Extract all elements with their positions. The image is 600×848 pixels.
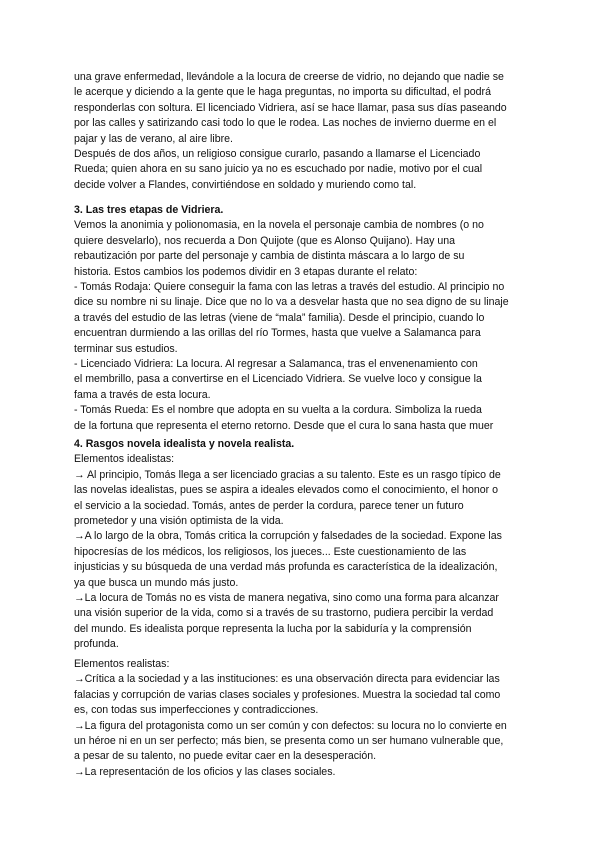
text-line: a pesar de su talento, no puede evitar caer en la desesperación. [74,750,377,763]
text-line: responderlas con soltura. El licenciado Vidriera, así se hace llamar, pasa sus días paseando [74,101,507,114]
intro-paragraph [74,70,544,193]
text-line: →Crítica a la sociedad y a las instituciones: es una observación directa para evidenciar las [74,673,500,686]
text-line: dice su nombre ni su linaje. Dice que no lo va a desvelar hasta que no sea digno de su linaje [74,296,509,309]
text-line: hipocresías de los médicos, los religiosos, los jueces... Este cuestionamiento de las [74,545,467,558]
text-line: Después de dos años, un religioso consigue curarlo, pasando a llamarse el Licenciado [74,148,481,161]
text-line: - Tomás Rodaja: Quiere conseguir la fama con las letras a través del estudio. Al principio no [74,281,505,294]
text-line: falacias y corrupción de varias clases sociales y profesiones. Muestra la sociedad tal como [74,688,501,701]
text-line: Vemos la anonimia y polionomasia, en la novela el personaje cambia de nombres (o no [74,219,484,232]
text-line: de la fortuna que representa el eterno retorno. Desde que el cura lo sana hasta que muer [74,419,494,432]
text-line: por las calles y satirizando casi todo lo que le rodea. Las noches de invierno duerme en el [74,117,497,130]
text-line: →La locura de Tomás no es vista de manera negativa, sino como una forma para alcanzar [74,592,499,605]
text-line: profunda. [74,638,119,651]
text-line: ya que busca un mundo más justo. [74,576,239,589]
text-line: una grave enfermedad, llevándole a la locura de creerse de vidrio, no dejando que nadie se [74,71,504,83]
text-line: historia. Estos cambios los podemos dividir en 3 etapas durante el relato: [74,265,418,278]
text-line: le acerque y diciendo a la gente que le haga preguntas, no importa su dificultad, el podrá [74,86,491,99]
section-3-heading: 3. Las tres etapas de Vidriera. [74,204,224,216]
text-line: →La figura del protagonista como un ser común y con defectos: su locura no lo convierte en [74,719,507,732]
section-4-heading: 4. Rasgos novela idealista y novela realista. [74,438,295,450]
text-line: fama a través de esta locura. [74,388,211,401]
idealistas-label: Elementos idealistas: [74,453,175,466]
text-line: terminar sus estudios. [74,342,178,355]
text-line: del mundo. Es idealista porque representa la lucha por la sabiduría y la comprensión [74,622,472,635]
text-line: las novelas idealistas, pues se aspira a ideales elevados como el conocimiento, el honor o [74,484,498,497]
text-line: el membrillo, pasa a convertirse en el Licenciado Vidriera. Se vuelve loco y consigue la [74,373,482,386]
realistas-block [74,657,544,780]
realistas-label: Elementos realistas: [74,658,170,670]
text-line: prometedor y una visión optimista de la vida. [74,515,284,528]
text-line: a través del estudio de las letras (viene de “mala” familia). Desde el principio, cuando lo [74,311,485,324]
text-line: - Tomás Rueda: Es el nombre que adopta en su vuelta a la cordura. Simboliza la rueda [74,404,482,417]
text-line: →A lo largo de la obra, Tomás critica la corrupción y falsedades de la sociedad. Expone las [74,530,502,543]
text-line: es, con todas sus imperfecciones y contradicciones. [74,704,319,717]
text-line: una visión superior de la vida, como si a través de su trastorno, pudiera percibir la verdad [74,607,494,620]
text-line: →La representación de los oficios y las clases sociales. [74,765,336,778]
text-line: quiere desvelarlo), nos recuerda a Don Quijote (que es Alonso Quijano). Hay una [74,234,456,247]
text-line: → Al principio, Tomás llega a ser licenciado gracias a su talento. Este es un rasgo típico de [74,468,501,481]
text-line: Rueda; quien ahora en su sano juicio ya no es escuchado por nadie, motivo por el cual [74,163,483,176]
text-line: pajar y las de verano, al aire libre. [74,132,233,145]
text-line: un héroe ni en un ser perfecto; más bien, se presenta como un ser humano vulnerable que, [74,735,504,748]
text-line: decide volver a Flandes, convirtiéndose en soldado y muriendo como tal. [74,178,417,191]
text-line: encuentran durmiendo a las orillas del río Tormes, hasta que vuelve a Salamanca para [74,327,481,340]
text-line: el servicio a la sociedad. Tomás, antes de perder la cordura, parece tener un futuro [74,499,464,512]
text-line: - Licenciado Vidriera: La locura. Al regresar a Salamanca, tras el envenenamiento con [74,358,478,371]
text-line: injusticias y su búsqueda de una verdad más profunda es característica de la idealización, [74,561,498,574]
text-line: rebautización por parte del personaje y cambia de distinta máscara a lo largo de su [74,250,465,263]
section-3 [74,203,544,434]
section-4 [74,437,544,653]
